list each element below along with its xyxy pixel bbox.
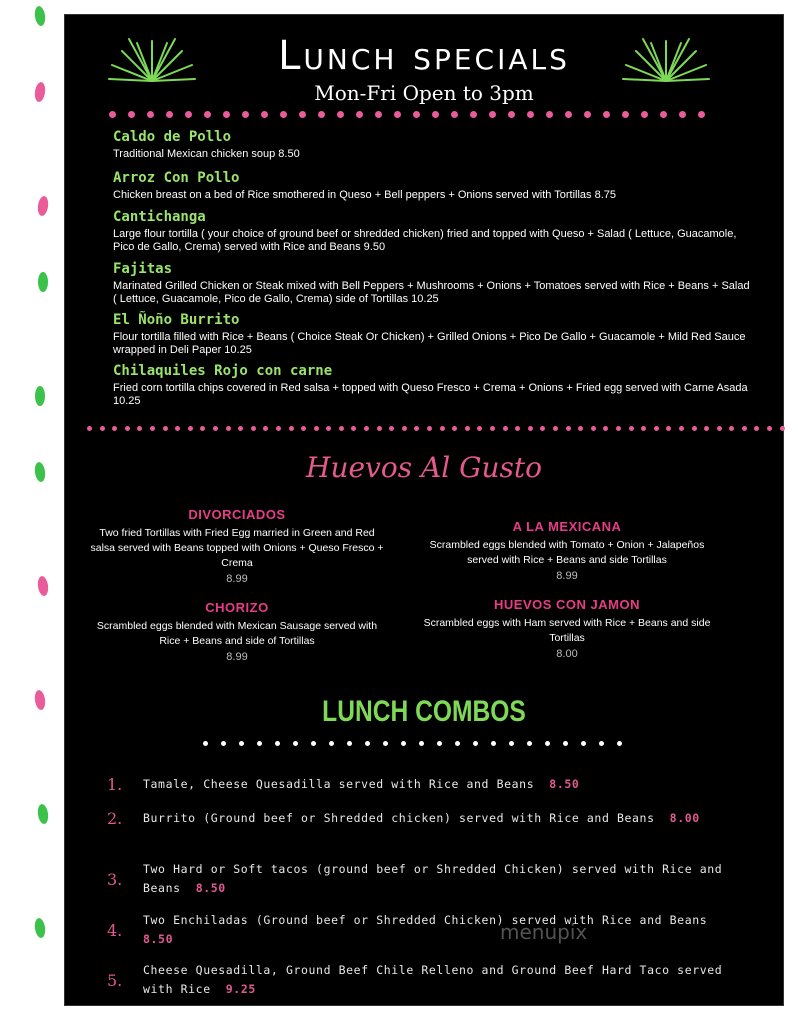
divider-dot	[100, 426, 105, 431]
divider-dot	[251, 426, 256, 431]
divider-dot	[356, 111, 363, 118]
divider-dot	[455, 741, 460, 746]
border-dot	[37, 575, 50, 596]
border-dot	[37, 195, 50, 216]
border-dot	[35, 614, 45, 634]
divider-dot	[414, 426, 419, 431]
divider-dot	[767, 426, 772, 431]
divider-dot	[465, 426, 470, 431]
menu-item-name: Arroz Con Pollo	[113, 170, 240, 186]
divider-dot	[337, 111, 344, 118]
combo-description: Two Hard or Soft tacos (ground beef or Shredded Chicken) served with Rice and Beans	[143, 862, 723, 895]
divider-dot	[617, 741, 622, 746]
divider-dot	[489, 111, 496, 118]
combo-description: Cheese Quesadilla, Ground Beef Chile Relleno and Ground Beef Hard Taco served with Rice	[143, 963, 723, 996]
divider-dot	[490, 426, 495, 431]
combo-description: Two Enchiladas (Ground beef or Shredded Chicken) served with Rice and Beans	[143, 913, 708, 927]
menu-item-description: Chicken breast on a bed of Rice smothered in Queso + Bell peppers + Onions served with Tortillas 8.75	[113, 189, 617, 201]
combo-price: 9.25	[225, 982, 256, 996]
menu-item	[113, 261, 753, 306]
divider-dot	[616, 426, 621, 431]
decorative-dot-divider	[87, 426, 792, 431]
combo-number: 5.	[107, 970, 123, 990]
divider-dot	[383, 741, 388, 746]
divider-dot	[578, 426, 583, 431]
divider-dot	[275, 741, 280, 746]
combo-price: 8.50	[549, 777, 580, 791]
border-dot	[38, 44, 48, 64]
divider-dot	[401, 741, 406, 746]
border-dot	[34, 917, 47, 938]
divider-dot	[515, 426, 520, 431]
divider-dot	[147, 111, 154, 118]
divider-dot	[437, 741, 442, 746]
divider-dot	[553, 426, 558, 431]
menu-item	[113, 363, 753, 408]
border-dot	[35, 386, 45, 406]
divider-dot	[347, 741, 352, 746]
divider-dot	[203, 741, 208, 746]
egg-dish-description: Two fried Tortillas with Fried Egg married in Green and Red salsa served with Beans topped with Onions + Queso Fresco + Crema	[90, 527, 384, 569]
divider-dot	[185, 111, 192, 118]
divider-dot	[402, 426, 407, 431]
border-dot	[34, 233, 47, 254]
border-dot	[35, 158, 45, 178]
menu-item-description: Traditional Mexican chicken soup 8.50	[113, 148, 300, 160]
border-dot	[37, 423, 50, 444]
divider-dot	[188, 426, 193, 431]
divider-dot	[491, 741, 496, 746]
divider-dot	[257, 741, 262, 746]
menu-item-description: Large flour tortilla ( your choice of ground beef or shredded chicken) fried and topped with Queso + Salad ( Lettuce, Guacamole, Pico de Gallo, Crema) served with Rice and Beans 9.50	[113, 228, 737, 253]
border-dot	[38, 272, 48, 292]
divider-dot	[339, 426, 344, 431]
combo-item	[107, 961, 747, 999]
divider-dot	[477, 426, 482, 431]
divider-dot	[452, 426, 457, 431]
decorative-dot-divider	[203, 741, 635, 746]
divider-dot	[470, 111, 477, 118]
divider-dot	[660, 111, 667, 118]
egg-dish-description: Scrambled eggs blended with Tomato + Onion + Jalapeños served with Rice + Beans and side Tortillas	[429, 539, 705, 566]
divider-dot	[717, 426, 722, 431]
divider-dot	[679, 111, 686, 118]
divider-dot	[698, 111, 705, 118]
divider-dot	[641, 426, 646, 431]
divider-dot	[200, 426, 205, 431]
divider-dot	[566, 426, 571, 431]
divider-dot	[473, 741, 478, 746]
combo-number: 3.	[107, 869, 123, 889]
page-subtitle: Mon-Fri Open to 3pm	[314, 81, 534, 105]
divider-dot	[563, 741, 568, 746]
egg-dish-price: 8.99	[226, 651, 248, 663]
divider-dot	[641, 111, 648, 118]
divider-dot	[326, 426, 331, 431]
divider-dot	[226, 426, 231, 431]
menu-item	[113, 170, 753, 202]
divider-dot	[375, 111, 382, 118]
menu-item	[113, 312, 753, 357]
combo-item	[107, 809, 747, 828]
divider-dot	[451, 111, 458, 118]
divider-dot	[666, 426, 671, 431]
combo-price: 8.50	[143, 932, 174, 946]
egg-dish-name: HUEVOS CON JAMON	[494, 597, 640, 612]
divider-dot	[729, 426, 734, 431]
divider-dot	[679, 426, 684, 431]
divider-dot	[261, 111, 268, 118]
divider-dot	[692, 426, 697, 431]
divider-dot	[239, 741, 244, 746]
divider-dot	[622, 111, 629, 118]
divider-dot	[545, 741, 550, 746]
divider-dot	[112, 426, 117, 431]
menu-item	[113, 129, 753, 161]
menu-item-name: Caldo de Pollo	[113, 129, 232, 145]
divider-dot	[591, 426, 596, 431]
divider-dot	[213, 426, 218, 431]
divider-dot	[263, 426, 268, 431]
border-dot	[38, 500, 48, 520]
divider-dot	[389, 426, 394, 431]
combo-description: Tamale, Cheese Quesadilla served with Rice and Beans	[143, 777, 535, 791]
egg-dish-price: 8.00	[556, 648, 578, 660]
divider-dot	[311, 741, 316, 746]
section-title-huevos: Huevos Al Gusto	[306, 451, 542, 484]
decorative-border-dots	[0, 0, 60, 1030]
divider-dot	[754, 426, 759, 431]
divider-dot	[629, 426, 634, 431]
combo-item	[107, 775, 747, 794]
menu-item	[113, 209, 753, 254]
border-dot	[34, 81, 47, 102]
divider-dot	[242, 111, 249, 118]
border-dot	[37, 119, 50, 140]
decorative-dot-divider	[109, 111, 717, 118]
divider-dot	[166, 111, 173, 118]
divider-dot	[329, 741, 334, 746]
divider-dot	[204, 111, 211, 118]
egg-dish-name: DIVORCIADOS	[188, 507, 286, 522]
menu-item-name: Fajitas	[113, 261, 173, 277]
divider-dot	[364, 426, 369, 431]
border-dot	[38, 728, 48, 748]
divider-dot	[289, 426, 294, 431]
divider-dot	[780, 426, 785, 431]
divider-dot	[440, 426, 445, 431]
combo-item	[107, 911, 747, 949]
divider-dot	[546, 111, 553, 118]
border-dot	[37, 879, 50, 900]
egg-dish-description: Scrambled eggs blended with Mexican Sausage served with Rice + Beans and side of Tortillas	[96, 620, 378, 647]
divider-dot	[314, 426, 319, 431]
divider-dot	[293, 741, 298, 746]
border-dot	[34, 689, 47, 710]
divider-dot	[299, 111, 306, 118]
border-dot	[34, 537, 47, 558]
divider-dot	[221, 741, 226, 746]
divider-dot	[565, 111, 572, 118]
border-dot	[34, 765, 47, 786]
combo-price: 8.00	[669, 811, 700, 825]
divider-dot	[351, 426, 356, 431]
combo-item	[107, 860, 747, 898]
divider-dot	[704, 426, 709, 431]
egg-dish-price: 8.99	[556, 570, 578, 582]
divider-dot	[280, 111, 287, 118]
divider-dot	[581, 741, 586, 746]
divider-dot	[509, 741, 514, 746]
menu-item-name: El Ñoño Burrito	[113, 312, 240, 328]
divider-dot	[432, 111, 439, 118]
divider-dot	[528, 426, 533, 431]
divider-dot	[377, 426, 382, 431]
menu-item-description: Marinated Grilled Chicken or Steak mixed with Bell Peppers + Mushrooms + Onions + Tomatoes served with Rice + Beans + Salad ( Lettuce, Guacamole, Pico de Gallo, Crema) side of Tortillas 10.25	[113, 280, 750, 305]
divider-dot	[427, 426, 432, 431]
border-dot	[37, 651, 50, 672]
egg-dish-name: A LA MEXICANA	[512, 519, 622, 534]
divider-dot	[276, 426, 281, 431]
menu-item-name: Cantichanga	[113, 209, 206, 225]
menu-item-name: Chilaquiles Rojo con carne	[113, 363, 333, 379]
divider-dot	[603, 111, 610, 118]
egg-dish	[417, 597, 717, 660]
combo-price: 8.50	[195, 881, 226, 895]
combo-description: Burrito (Ground beef or Shredded chicken) served with Rice and Beans	[143, 811, 655, 825]
divider-dot	[238, 426, 243, 431]
divider-dot	[365, 741, 370, 746]
divider-dot	[527, 111, 534, 118]
border-dot	[37, 347, 50, 368]
divider-dot	[125, 426, 130, 431]
divider-dot	[109, 111, 116, 118]
divider-dot	[742, 426, 747, 431]
page-title: Lunch specials	[278, 33, 570, 79]
divider-dot	[394, 111, 401, 118]
divider-dot	[654, 426, 659, 431]
egg-dish-price: 8.99	[226, 573, 248, 585]
divider-dot	[503, 426, 508, 431]
egg-dish	[87, 507, 387, 585]
divider-dot	[128, 111, 135, 118]
border-dot	[34, 5, 47, 26]
border-dot	[35, 842, 45, 862]
divider-dot	[318, 111, 325, 118]
divider-dot	[175, 426, 180, 431]
border-dot	[34, 993, 47, 1014]
section-title-combos: LUNCH COMBOS	[322, 695, 526, 728]
divider-dot	[527, 741, 532, 746]
border-dot	[38, 956, 48, 976]
menu-item-description: Fried corn tortilla chips covered in Red salsa + topped with Queso Fresco + Crema + Onions + Fried egg served with Carne Asada 10.25	[113, 382, 748, 407]
egg-dish-name: CHORIZO	[205, 600, 269, 615]
border-dot	[37, 803, 50, 824]
egg-dish	[417, 519, 717, 582]
divider-dot	[508, 111, 515, 118]
menu-panel	[64, 14, 784, 1006]
divider-dot	[301, 426, 306, 431]
divider-dot	[413, 111, 420, 118]
menu-item-description: Flour tortilla filled with Rice + Beans ( Choice Steak Or Chicken) + Grilled Onions + Pico De Gallo + Guacamole + Mild Red Sauce wrapped in Deli Paper 10.25	[113, 331, 746, 356]
divider-dot	[603, 426, 608, 431]
divider-dot	[137, 426, 142, 431]
divider-dot	[87, 426, 92, 431]
divider-dot	[150, 426, 155, 431]
watermark-logo: menupix	[500, 920, 588, 944]
divider-dot	[223, 111, 230, 118]
divider-dot	[540, 426, 545, 431]
border-dot	[34, 461, 47, 482]
egg-dish	[87, 600, 387, 663]
egg-dish-description: Scrambled eggs with Ham served with Rice + Beans and side Tortillas	[423, 617, 711, 644]
divider-dot	[163, 426, 168, 431]
border-dot	[34, 309, 47, 330]
combo-number: 1.	[107, 775, 123, 794]
divider-dot	[599, 741, 604, 746]
combo-number: 4.	[107, 920, 123, 940]
divider-dot	[584, 111, 591, 118]
divider-dot	[419, 741, 424, 746]
combo-number: 2.	[107, 809, 123, 828]
